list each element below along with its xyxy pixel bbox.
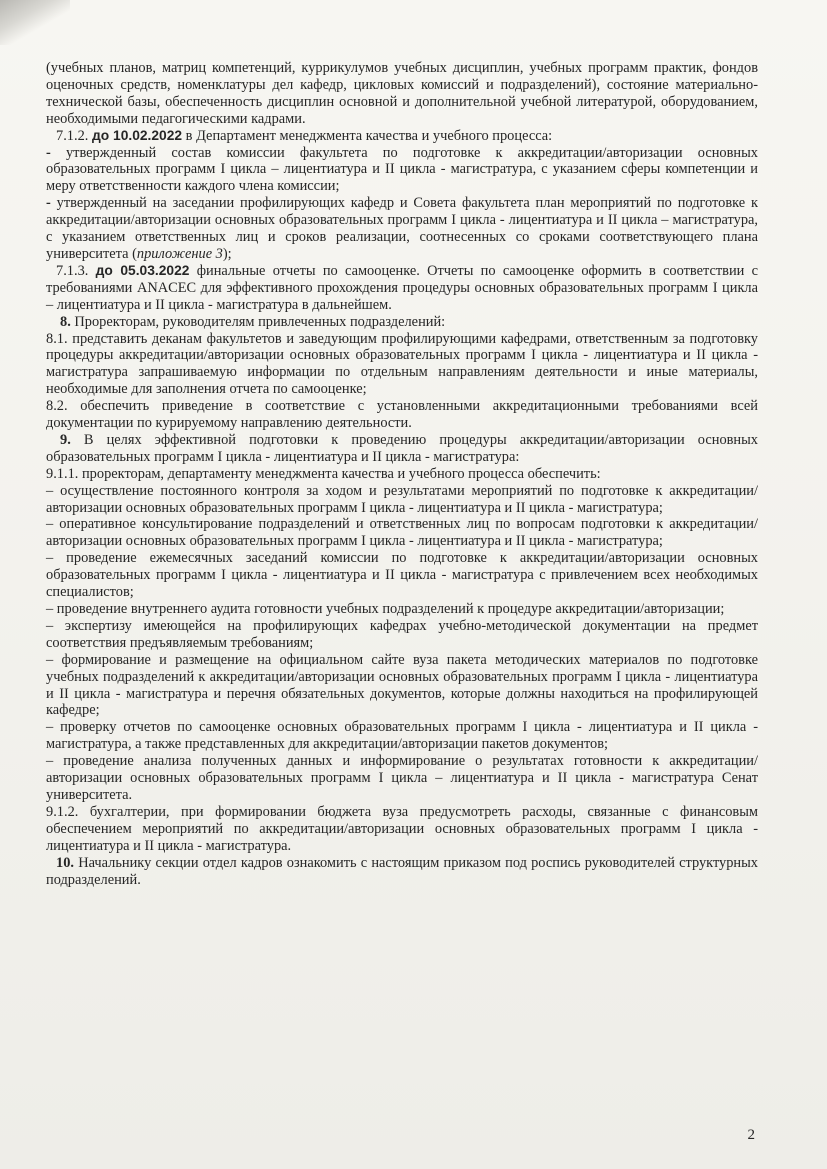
- item-number: 10.: [56, 854, 74, 871]
- paragraph-9-1-1: 9.1.1. проректорам, департаменту менеджмента качества и учебного процесса обеспечить:: [46, 465, 601, 482]
- paragraph-7-1-3: [46, 263, 758, 314]
- list-item-expertise: – экспертизу имеющейся на профилирующих кафедрах учебно-методической документации на предмет соответствия предъявляемым требованиям;: [46, 617, 758, 651]
- item-text: Начальнику секции отдел кадров ознакомить с настоящим приказом под роспись руководителей структурных подразделений.: [46, 854, 758, 888]
- list-item-report-check: – проверку отчетов по самооценке основных образовательных программ I цикла - лицентиатура и II цикла - магистратура, а также представленных для аккредитации/авторизации пакетов документов;: [46, 719, 758, 753]
- item-number: 7.1.2.: [56, 127, 89, 144]
- list-item-consulting: – оперативное консультирование подразделений и ответственных лиц по вопросам подготовки к аккредитации/авторизации основных образовательных программ I цикла - лицентиатура и II цикла - магистратура;: [46, 516, 758, 550]
- paragraph-8-1: 8.1. представить деканам факультетов и заведующим профилирующими кафедрами, ответственным за подготовку процедуры аккредитации/авторизации основных образовательных программ I цикла - лицентиатура и II цикла - магистратура запрашиваемую информации по отдельным направлениям деятельности и иные материалы, необходимые для заполнения отчета по самооценке;: [46, 330, 758, 398]
- page-number: 2: [747, 1127, 755, 1143]
- paragraph-action-plan: [46, 195, 758, 263]
- list-item-analysis: – проведение анализа полученных данных и информирование о результатах готовности к аккредитации/авторизации основных образовательных программ I цикла – лицентиатура и II цикла - магистратура Сенат университета.: [46, 753, 758, 803]
- deadline-date: до 10.02.2022: [92, 127, 183, 143]
- list-item-meetings: – проведение ежемесячных заседаний комиссии по подготовке к аккредитации/авторизации основных образовательных программ I цикла - лицентиатура и II цикла - магистратура с привлечением всех необходимых специалистов;: [46, 550, 758, 601]
- paragraph-8: [46, 314, 758, 331]
- item-text: финальные отчеты по самооценке. Отчеты по самооценке оформить в соответствии с требованиями ANACEC для эффективного прохождения процедуры основных образовательных программ I цикла – лицентиатура и II цикла - магистратура в дальнейшем.: [46, 262, 758, 313]
- bullet: -: [46, 195, 51, 212]
- list-item-control: – осуществление постоянного контроля за ходом и результатами мероприятий по подготовке к аккредитации/авторизации основных образовательных программ I цикла - лицентиатура и II цикла - магистратура;: [46, 482, 758, 516]
- item-text: Проректорам, руководителям привлеченных подразделений:: [70, 313, 446, 330]
- folded-corner: [0, 0, 70, 45]
- item-number: 8.: [60, 313, 71, 330]
- paragraph-7-1-2: [46, 128, 758, 145]
- item-text-end: );: [222, 245, 232, 262]
- item-text: утвержденный состав комиссии факультета по подготовке к аккредитации/авторизации основных образовательных программ I цикла – лицентиатура и II цикла - магистратура, с указанием сферы компетенции и меру ответственности каждого члена комиссии;: [46, 144, 758, 195]
- item-number: 7.1.3.: [56, 262, 89, 279]
- paragraph-9: [46, 432, 758, 466]
- item-number: 9.: [60, 431, 71, 448]
- item-text: В целях эффективной подготовки к проведению процедуры аккредитации/авторизации основных образовательных программ I цикла - лицентиатура и II цикла - магистратура:: [46, 431, 758, 465]
- deadline-date: до 05.03.2022: [95, 262, 190, 278]
- item-text: в Департамент менеджмента качества и учебного процесса:: [182, 127, 553, 144]
- document-body: [46, 60, 758, 888]
- item-text: утвержденный на заседании профилирующих кафедр и Совета факультета план мероприятий по подготовке к аккредитации/авторизации основных образовательных программ I цикла - лицентиатура и II цикла – магистратура, с указанием ответственных лиц и сроков реализации, соотнесенных со сроками соответствующего плана университета (: [46, 195, 758, 262]
- paragraph-9-1-2: 9.1.2. бухгалтерии, при формировании бюджета вуза предусмотреть расходы, связанные с финансовым обеспечением мероприятий по аккредитации/авторизации основных образовательных программ I цикла - лицентиатура и II цикла - магистратура.: [46, 803, 758, 854]
- appendix-reference: приложение 3: [136, 245, 223, 262]
- paragraph-commission-composition: [46, 145, 758, 196]
- paragraph-8-2: 8.2. обеспечить приведение в соответствие с установленными аккредитационными требованиями всей документации по курируемому направлению деятельности.: [46, 398, 758, 432]
- list-item-internal-audit: – проведение внутреннего аудита готовности учебных подразделений к процедуре аккредитации/авторизации;: [46, 601, 725, 617]
- bullet: -: [46, 144, 51, 161]
- paragraph-plans-list: (учебных планов, матриц компетенций, куррикулумов учебных дисциплин, учебных программ практик, фондов оценочных средств, номенклатуры дел кафедр, цикловых комиссий и подразделений), состояние материально-технической базы, обеспеченность дисциплин основной и дополнительной учебной литературой, оборудованием, необходимыми педагогическими кадрами.: [46, 60, 758, 127]
- paragraph-10: [46, 855, 758, 889]
- list-item-website-materials: – формирование и размещение на официальном сайте вуза пакета методических материалов по подготовке учебных подразделений к аккредитации/авторизации основных образовательных программ I цикла - лицентиатура и II цикла - магистратура и перечня обязательных документов, которые должны находиться на профилирующей кафедре;: [46, 651, 758, 719]
